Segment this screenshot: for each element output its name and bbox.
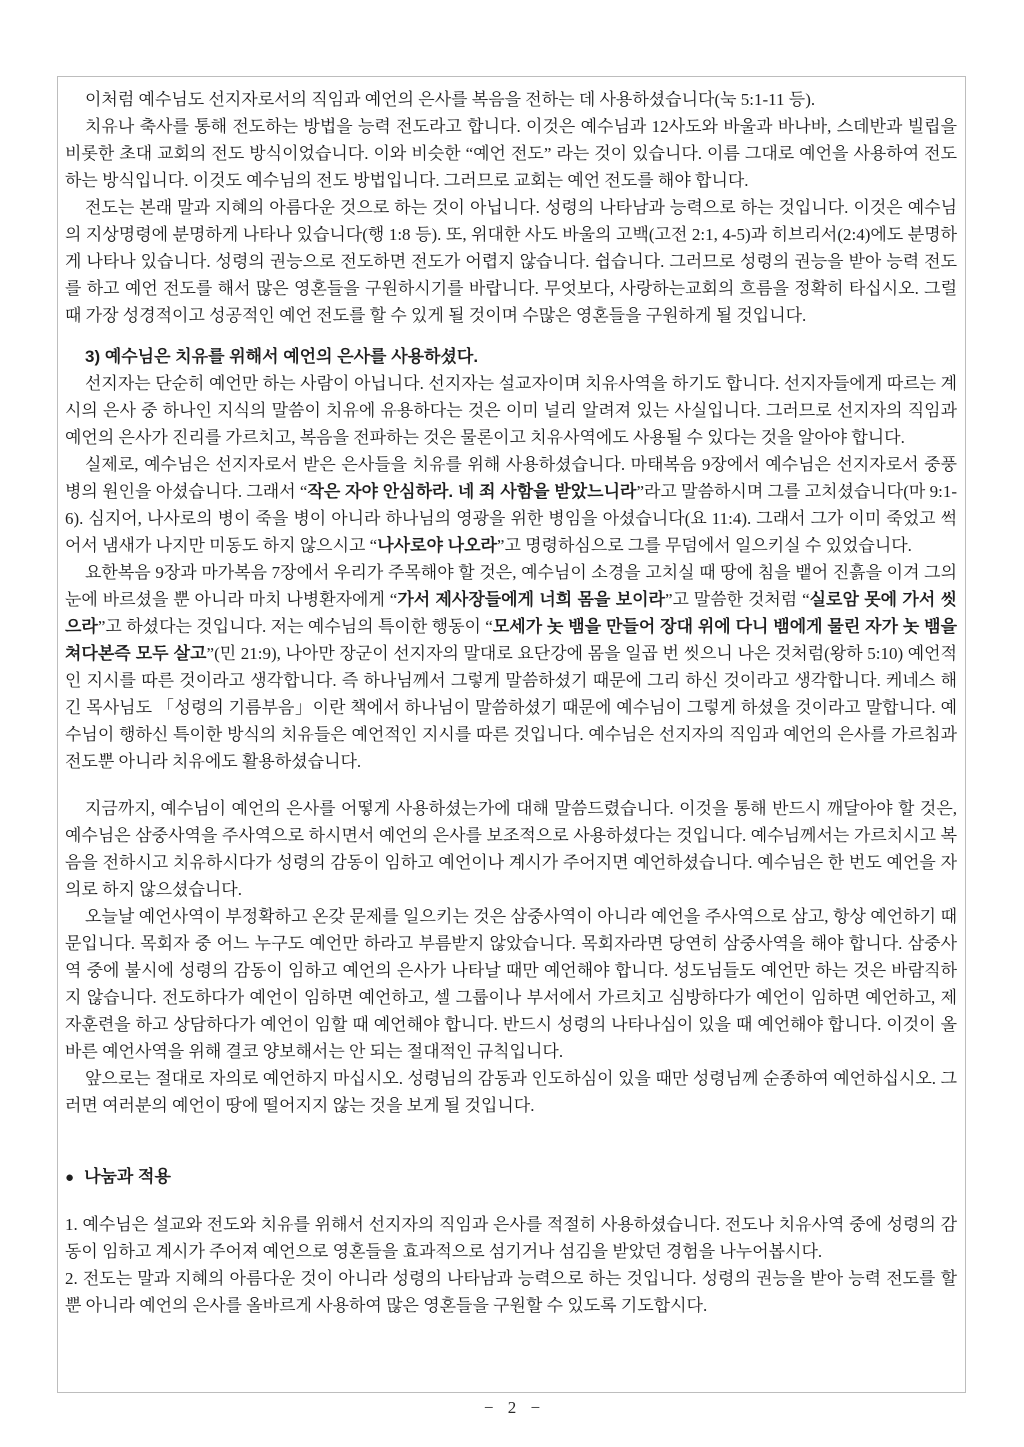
paragraph: [65, 86, 957, 113]
document-body: [65, 86, 957, 1319]
paragraph: [65, 1065, 957, 1119]
section-heading: [65, 343, 957, 370]
text-run: ”라고 말씀하시며 그를 고치셨습니다(마 9:1-6). 심지어, 나사로의 병이 죽을 병이 아니라 하나님의 영광을 위한 병임을 아셨습니다(요 11:4). 그래서 그가 이미 죽었고 썩어서 냄새가 나지만 미동도 하지 않으시고 “: [65, 482, 957, 555]
text-run: 지금까지, 예수님이 예언의 은사를 어떻게 사용하셨는가에 대해 말씀드렸습니다. 이것을 통해 반드시 깨달아야 할 것은, 예수님은 삼중사역을 주사역으로 하시면서 예언의 은사를 보조적으로 사용하셨다는 것입니다. 예수님께서는 가르치시고 복음을 전하시고 치유하시다가 성령의 감동이 임하고 예언이나 계시가 주어지면 예언하셨습니다. 예수님은 한 번도 예언을 자의로 하지 않으셨습니다.: [65, 799, 957, 899]
text-run: ”고 말씀한 것처럼 “: [664, 590, 810, 609]
share-apply-label: 나눔과 적용: [84, 1167, 171, 1186]
text-run: 2. 전도는 말과 지혜의 아름다운 것이 아니라 성령의 나타남과 능력으로 하는 것입니다. 성령의 권능을 받아 능력 전도를 할 뿐 아니라 예언의 은사를 올바르게 사용하여 많은 영혼들을 구원할 수 있도록 기도합시다.: [65, 1269, 957, 1315]
bold-quote: 모세가 놋 뱀을 만들어 장대 위에 다니 뱀에게 물린 자가 놋 뱀을 쳐다본즉 모두 살고: [65, 617, 957, 663]
list-item: [65, 1265, 957, 1319]
text-run: ”고 하셨다는 것입니다. 저는 예수님의 특이한 행동이 “: [97, 617, 493, 636]
paragraph: [65, 559, 957, 775]
bold-quote: 가서 제사장들에게 너희 몸을 보이라: [397, 590, 665, 609]
paragraph: [65, 113, 957, 194]
bold-quote: 나사로야 나오라: [377, 536, 497, 555]
text-run: 선지자는 단순히 예언만 하는 사람이 아닙니다. 선지자는 설교자이며 치유사역을 하기도 합니다. 선지자들에게 따르는 계시의 은사 중 하나인 지식의 말씀이 치유에 유용하다는 것은 이미 널리 알려져 있는 사실입니다. 그러므로 선지자의 직임과 예언의 은사가 진리를 가르치고, 복음을 전파하는 것은 물론이고 치유사역에도 사용될 수 있다는 것을 알아야 합니다.: [65, 374, 957, 447]
bold-quote: 작은 자야 안심하라. 네 죄 사함을 받았느니라: [307, 482, 637, 501]
text-run: 1. 예수님은 설교와 전도와 치유를 위해서 선지자의 직임과 은사를 적절히 사용하셨습니다. 전도나 치유사역 중에 성령의 감동이 임하고 계시가 주어져 예언으로 영혼들을 효과적으로 섬기거나 섬김을 받았던 경험을 나누어봅시다.: [65, 1215, 957, 1261]
text-run: 이처럼 예수님도 선지자로서의 직임과 예언의 은사를 복음을 전하는 데 사용하셨습니다(눅 5:1-11 등).: [85, 90, 816, 109]
text-run: ”고 명령하심으로 그를 무덤에서 일으키실 수 있었습니다.: [496, 536, 912, 555]
text-run: 오늘날 예언사역이 부정확하고 온갖 문제를 일으키는 것은 삼중사역이 아니라 예언을 주사역으로 삼고, 항상 예언하기 때문입니다. 목회자 중 어느 누구도 예언만 하라고 부름받지 않았습니다. 목회자라면 당연히 삼중사역을 해야 합니다. 삼중사역 중에 불시에 성령의 감동이 임하고 예언의 은사가 나타날 때만 예언해야 합니다. 성도님들도 예언만 하는 것은 바람직하지 않습니다. 전도하다가 예언이 임하면 예언하고, 셀 그룹이나 부서에서 가르치고 심방하다가 예언이 임하면 예언하고, 제자훈련을 하고 상담하다가 예언이 임할 때 예언해야 합니다. 반드시 성령의 나타나심이 있을 때 예언해야 합니다. 이것이 올바른 예언사역을 위해 결코 양보해서는 안 되는 절대적인 규칙입니다.: [65, 907, 957, 1061]
text-run: 요한복음 9장과 마가복음 7장에서 우리가 주목해야 할 것은, 예수님이 소경을 고치실 때 땅에 침을 뱉어 진흙을 이겨 그의 눈에 바르셨을 뿐 아니라 마치 나병환자에게 “: [65, 563, 957, 609]
bold-quote: 실로암 못에 가서 씻으라: [65, 590, 958, 636]
text-run: 치유나 축사를 통해 전도하는 방법을 능력 전도라고 합니다. 이것은 예수님과 12사도와 바울과 바나바, 스데반과 빌립을 비롯한 초대 교회의 전도 방식이었습니다. 이와 비슷한 “예언 전도” 라는 것이 있습니다. 이름 그대로 예언을 사용하여 전도하는 방식입니다. 이것도 예수님의 전도 방법입니다. 그러므로 교회는 예언 전도를 해야 합니다.: [65, 117, 957, 190]
text-run: 실제로, 예수님은 선지자로서 받은 은사들을 치유를 위해 사용하셨습니다. 마태복음 9장에서 예수님은 선지자로서 중풍병의 원인을 아셨습니다. 그래서 “: [65, 455, 957, 501]
list-item: [65, 1211, 957, 1265]
paragraph: [65, 370, 957, 451]
paragraph: [65, 903, 957, 1065]
paragraph: [65, 194, 957, 329]
paragraph: [65, 451, 957, 559]
text-run: ”(민 21:9), 나아만 장군이 선지자의 말대로 요단강에 몸을 일곱 번 씻으니 나은 것처럼(왕하 5:10) 예언적인 지시를 따른 것이라고 생각합니다. 즉 하나님께서 그렇게 말씀하셨기 때문에 그리 하신 것이라고 생각합니다. 케네스 해긴 목사님도 「성령의 기름부음」이란 책에서 하나님이 말씀하셨기 때문에 예수님이 그렇게 하셨을 것이라고 말합니다. 예수님이 행하신 특이한 방식의 치유들은 예언적인 지시를 따른 것입니다. 예수님은 선지자의 직임과 예언의 은사를 가르침과 전도뿐 아니라 치유에도 활용하셨습니다.: [65, 644, 958, 771]
page-number: − 2 −: [483, 1398, 541, 1417]
text-run: 3) 예수님은 치유를 위해서 예언의 은사를 사용하셨다.: [85, 347, 479, 366]
paragraph: [65, 795, 957, 903]
share-apply-heading: [65, 1163, 957, 1191]
bullet-icon: ●: [65, 1169, 75, 1186]
text-run: 전도는 본래 말과 지혜의 아름다운 것으로 하는 것이 아닙니다. 성령의 나타남과 능력으로 하는 것입니다. 이것은 예수님의 지상명령에 분명하게 나타나 있습니다(행 1:8 등). 또, 위대한 사도 바울의 고백(고전 2:1, 4-5)과 히브리서(2:4)에도 분명하게 나타나 있습니다. 성령의 권능으로 전도하면 전도가 어렵지 않습니다. 쉽습니다. 그러므로 성령의 권능을 받아 능력 전도를 하고 예언 전도를 해서 많은 영혼들을 구원하시기를 바랍니다. 무엇보다, 사랑하는교회의 흐름을 정확히 타십시오. 그럴 때 가장 성경적이고 성공적인 예언 전도를 할 수 있게 될 것이며 수많은 영혼들을 구원하게 될 것입니다.: [65, 198, 957, 325]
text-run: 앞으로는 절대로 자의로 예언하지 마십시오. 성령님의 감동과 인도하심이 있을 때만 성령님께 순종하여 예언하십시오. 그러면 여러분의 예언이 땅에 떨어지지 않는 것을 보게 될 것입니다.: [65, 1069, 957, 1115]
page-border: [57, 76, 966, 1393]
